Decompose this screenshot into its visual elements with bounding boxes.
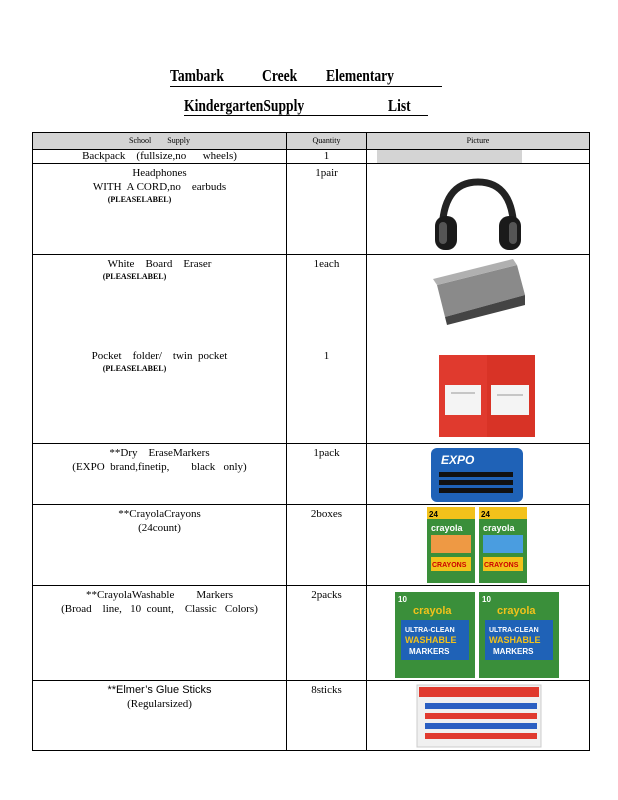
- qty-headphones: 1pair: [315, 167, 338, 179]
- svg-text:24: 24: [481, 510, 490, 519]
- glue-sticks-image: [367, 681, 590, 749]
- qty-dry-erase: 1pack: [313, 447, 340, 459]
- table-row: [33, 586, 590, 681]
- title-word-elementary: Elementary: [326, 66, 394, 85]
- svg-text:crayola: crayola: [483, 523, 515, 533]
- item-folder: Pocket folder/ twin pocket: [91, 350, 228, 362]
- washable-markers-image: [367, 586, 590, 680]
- qty-eraser: 1each: [313, 258, 340, 270]
- item-headphones: Headphones: [132, 167, 187, 179]
- item-crayons: **CrayolaCrayons: [118, 508, 201, 520]
- title-underline-2: [184, 115, 428, 116]
- header-picture: Picture: [367, 133, 590, 150]
- table-header-row: [33, 133, 590, 150]
- supply-table: [32, 132, 590, 751]
- expo-label: EXPO: [441, 453, 475, 467]
- expo-markers-image: [367, 444, 590, 504]
- svg-text:MARKERS: MARKERS: [493, 647, 534, 656]
- item-folder-note: (PLEASELABEL): [102, 364, 167, 373]
- folder-icon: [439, 355, 535, 437]
- qty-glue-sticks: 8sticks: [311, 684, 342, 696]
- item-glue-sticks: **Elmer’s Glue Sticks: [107, 684, 212, 696]
- svg-text:CRAYONS: CRAYONS: [484, 562, 519, 569]
- item-backpack: Backpack (fullsize,no wheels): [82, 150, 237, 162]
- table-row: [33, 164, 590, 255]
- header-quantity: Quantity: [287, 133, 367, 150]
- svg-text:crayola: crayola: [431, 523, 463, 533]
- table-row: [33, 255, 590, 444]
- item-dry-erase: **Dry EraseMarkers: [109, 447, 210, 459]
- svg-text:24: 24: [429, 510, 438, 519]
- title-word-list: List: [388, 96, 411, 115]
- item-washable-markers-detail: (Broad line, 10 count, Classic Colors): [61, 603, 258, 615]
- svg-text:WASHABLE: WASHABLE: [489, 635, 541, 645]
- table-row: [33, 150, 590, 164]
- svg-text:CRAYONS: CRAYONS: [432, 562, 467, 569]
- item-washable-markers: **CrayolaWashable Markers: [86, 589, 233, 601]
- svg-text:crayola: crayola: [497, 605, 536, 617]
- qty-washable-markers: 2packs: [311, 589, 342, 601]
- item-glue-sticks-detail: (Regularsized): [127, 698, 192, 710]
- title-word-kindergartensupply: KindergartenSupply: [184, 96, 305, 115]
- title-underline-1: [170, 86, 442, 87]
- item-headphones-detail: WITH A CORD,no earbuds: [92, 181, 227, 193]
- svg-text:10: 10: [482, 595, 491, 604]
- table-row: [33, 505, 590, 586]
- title-word-tambark: Tambark: [170, 66, 224, 85]
- table-row: [33, 444, 590, 505]
- qty-folder: 1: [323, 350, 330, 362]
- item-crayons-detail: (24count): [138, 522, 181, 534]
- eraser-icon: [433, 259, 525, 325]
- svg-text:WASHABLE: WASHABLE: [405, 635, 457, 645]
- crayons-image: [367, 505, 590, 585]
- item-headphones-note: (PLEASELABEL): [107, 195, 172, 204]
- svg-text:ULTRA-CLEAN: ULTRA-CLEAN: [405, 627, 455, 634]
- qty-crayons: 2boxes: [310, 508, 343, 520]
- svg-text:ULTRA-CLEAN: ULTRA-CLEAN: [489, 627, 539, 634]
- headphones-image: [367, 164, 590, 254]
- svg-text:crayola: crayola: [413, 605, 452, 617]
- table-row: [33, 681, 590, 751]
- qty-backpack: 1: [323, 150, 330, 162]
- svg-text:10: 10: [398, 595, 407, 604]
- item-eraser-note: (PLEASELABEL): [102, 272, 167, 281]
- item-dry-erase-detail: (EXPO brand,finetip, black only): [72, 461, 247, 473]
- item-eraser: White Board Eraser: [107, 258, 212, 270]
- eraser-and-folder-image: [367, 255, 590, 443]
- header-school-supply: School Supply: [33, 133, 287, 150]
- picture-backpack: [367, 150, 590, 164]
- title-word-creek: Creek: [262, 66, 298, 85]
- svg-text:MARKERS: MARKERS: [409, 647, 450, 656]
